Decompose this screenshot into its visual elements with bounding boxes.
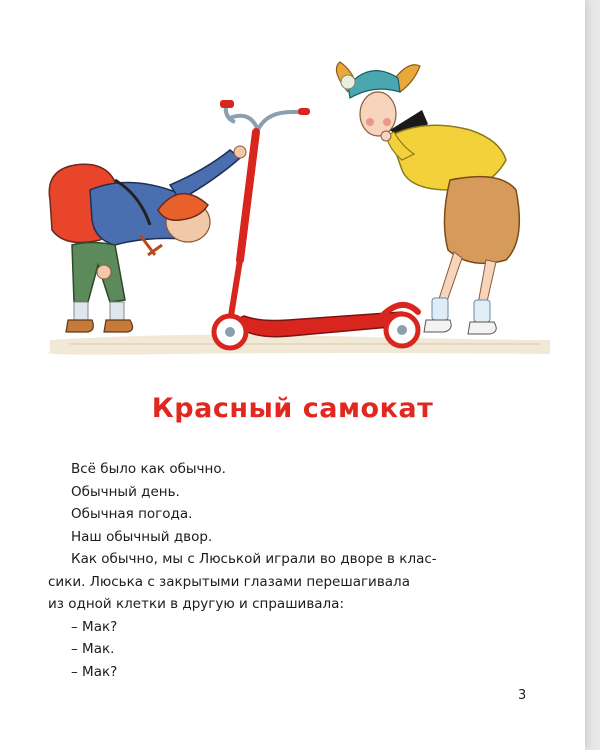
dialogue-line: – Мак? bbox=[71, 663, 118, 680]
chapter-title: Красный самокат bbox=[151, 393, 434, 424]
story-line: Наш обычный двор. bbox=[71, 528, 213, 545]
story-paragraph-line: из одной клетки в другую и спрашивала: bbox=[48, 596, 344, 612]
story-text bbox=[48, 458, 536, 683]
story-paragraph-line: сики. Люська с закрытыми глазами перешагивала bbox=[48, 573, 410, 590]
dialogue-line: – Мак? bbox=[71, 618, 118, 635]
dialogue-line: – Мак. bbox=[71, 641, 115, 657]
story-line: Всё было как обычно. bbox=[71, 461, 226, 477]
story-paragraph-line: Как обычно, мы с Люськой играли во дворе в клас- bbox=[71, 551, 437, 567]
children-with-red-scooter-illustration bbox=[30, 40, 560, 370]
story-line: Обычный день. bbox=[71, 483, 180, 500]
story-line: Обычная погода. bbox=[71, 506, 193, 522]
page-number: 3 bbox=[518, 688, 527, 703]
